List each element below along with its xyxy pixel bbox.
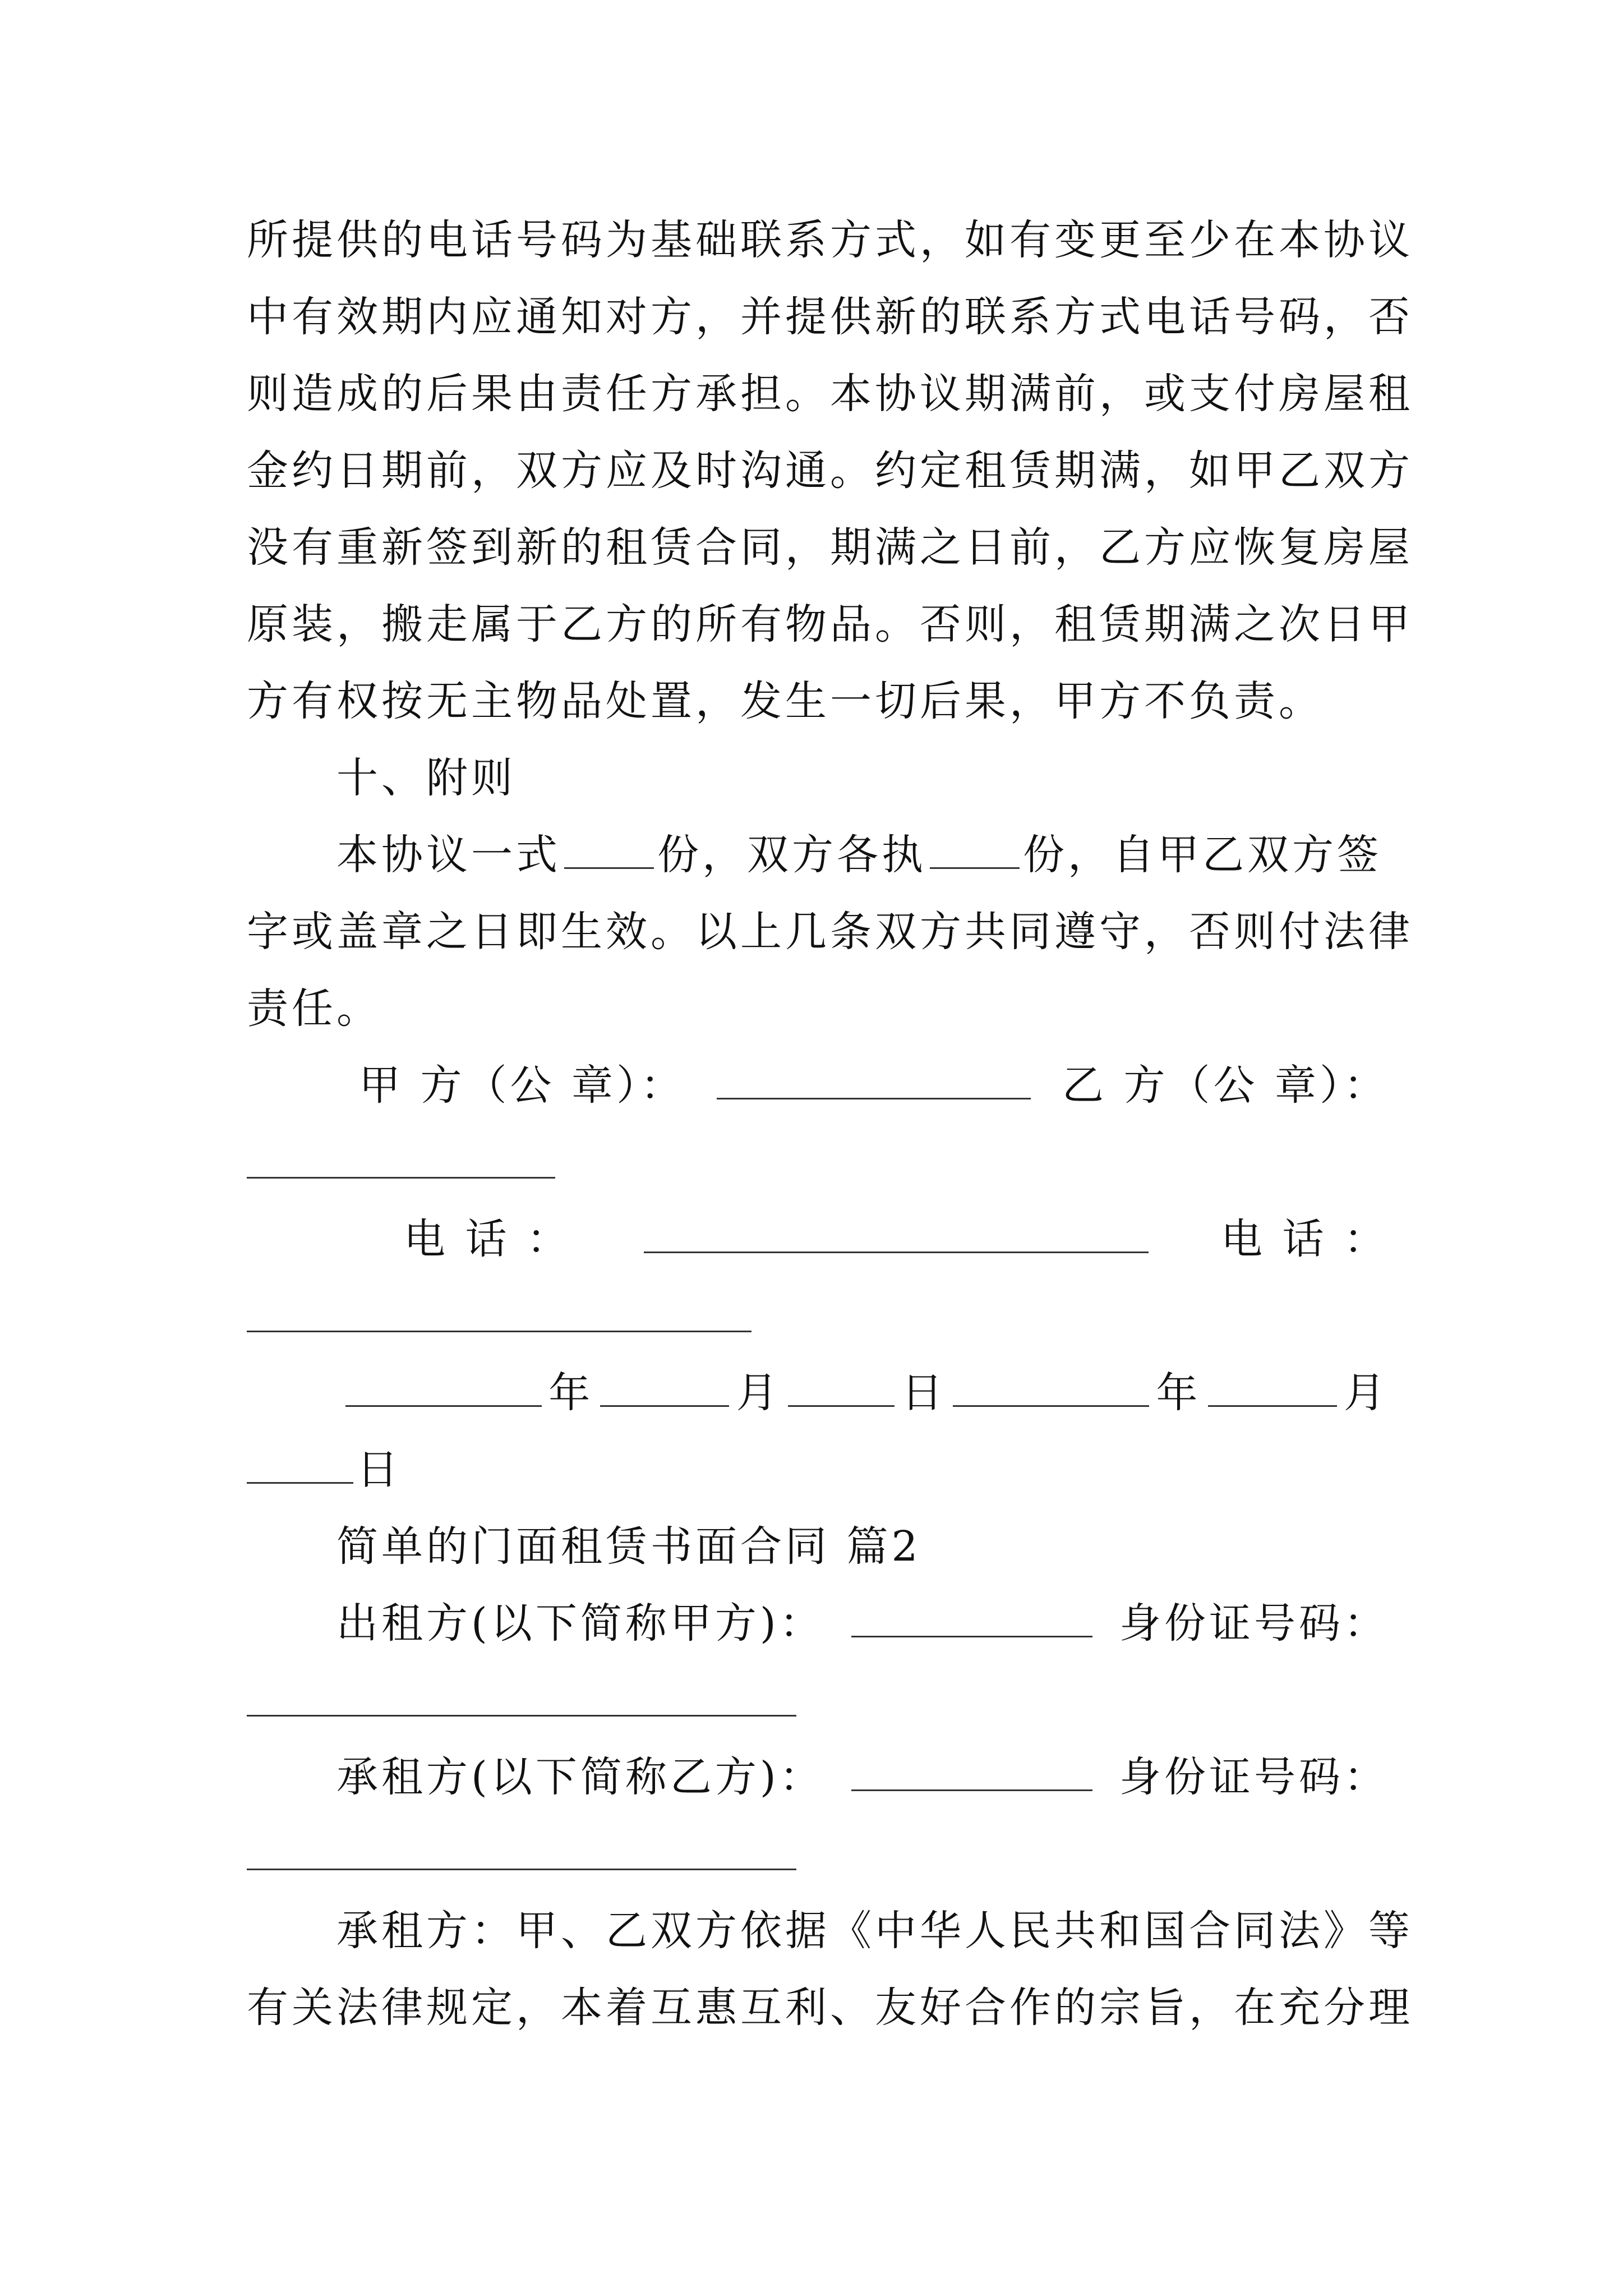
party-a-phone-blank[interactable]: [644, 1212, 1149, 1253]
lessee-id-label: 身份证号码：: [1119, 1753, 1389, 1801]
party-a-seal-label: 甲 方（公 章）：: [359, 1061, 686, 1110]
body-line: 原装，搬走属于乙方的所有物品。否则，租赁期满之次日甲: [247, 600, 1413, 648]
body-line: 则造成的后果由责任方承担。本协议期满前，或支付房屋租: [247, 370, 1413, 418]
body-line: 中有效期内应通知对方，并提供新的联系方式电话号码，否: [247, 293, 1413, 341]
lessee-row: [247, 1739, 1389, 1816]
copies-text-b: 份，双方各执: [657, 831, 926, 879]
copies-text-a: 本协议一式: [336, 831, 561, 879]
party-b-year-blank[interactable]: [953, 1366, 1149, 1407]
body-line: 没有重新签到新的租赁合同，期满之日前，乙方应恢复房屋: [247, 523, 1413, 572]
lessor-name-blank[interactable]: [851, 1596, 1092, 1637]
body-line: 有关法律规定，本着互惠互利、友好合作的宗旨，在充分理: [247, 1984, 1413, 2032]
lessor-id-blank-line: [247, 1662, 1389, 1739]
party-a-month-blank[interactable]: [600, 1366, 729, 1407]
copies-text-c: 份，自甲乙双方签: [1023, 831, 1382, 879]
lessor-id-blank[interactable]: [247, 1715, 796, 1717]
body-line: 所提供的电话号码为基础联系方式，如有变更至少在本协议: [247, 216, 1413, 264]
party-b-phone-blank-line: [247, 1278, 1389, 1355]
lessor-label: 出租方(以下简称甲方)：: [336, 1599, 824, 1648]
section-ten-paragraph-line: [247, 817, 1389, 894]
month-label: 月: [1343, 1369, 1389, 1417]
body-line: 承租方：甲、乙双方依据《中华人民共和国合同法》等: [336, 1907, 1413, 1955]
signature-row: [247, 1047, 1389, 1124]
party-a-year-blank[interactable]: [345, 1366, 542, 1407]
party-b-seal-label: 乙 方（公 章）：: [1062, 1061, 1389, 1110]
party-a-day-blank[interactable]: [788, 1366, 895, 1407]
lessee-id-blank-line: [247, 1816, 1389, 1893]
party-a-seal-blank[interactable]: [717, 1059, 1031, 1099]
copies-each-blank[interactable]: [930, 828, 1020, 869]
phone-row: [247, 1201, 1389, 1278]
party-a-phone-label: 电 话 ：: [404, 1215, 572, 1263]
lessee-id-blank[interactable]: [247, 1869, 796, 1870]
party-b-phone-blank[interactable]: [247, 1331, 751, 1332]
month-label: 月: [736, 1369, 781, 1417]
section-ten-paragraph-line: 责任。: [247, 984, 381, 1033]
heading-contract-2: 简单的门面租赁书面合同 篇2: [336, 1522, 921, 1571]
section-ten-paragraph-line: 字或盖章之日即生效。以上几条双方共同遵守，否则付法律: [247, 908, 1413, 956]
party-b-seal-blank[interactable]: [247, 1177, 555, 1179]
day-label: 日: [901, 1369, 947, 1417]
lessor-id-label: 身份证号码：: [1119, 1599, 1389, 1648]
lessee-name-blank[interactable]: [851, 1750, 1092, 1791]
date-row-continued: [247, 1432, 1389, 1508]
day-label: 日: [357, 1446, 402, 1494]
body-line: 方有权按无主物品处置，发生一切后果，甲方不负责。: [247, 677, 1324, 725]
body-line: 金约日期前，双方应及时沟通。约定租赁期满，如甲乙双方: [247, 447, 1413, 495]
lessee-label: 承租方(以下简称乙方)：: [336, 1753, 824, 1801]
copies-total-blank[interactable]: [564, 828, 654, 869]
section-ten-title: 十、附则: [336, 754, 516, 802]
year-label: 年: [548, 1369, 594, 1417]
party-b-phone-label: 电 话 ：: [1220, 1215, 1389, 1263]
party-b-day-blank[interactable]: [247, 1443, 353, 1484]
party-b-month-blank[interactable]: [1208, 1366, 1337, 1407]
party-b-seal-blank-line: [247, 1124, 1389, 1201]
lessor-row: [247, 1585, 1389, 1662]
document-body: [247, 202, 1413, 2046]
date-row: [247, 1355, 1389, 1432]
year-label: 年: [1156, 1369, 1201, 1417]
